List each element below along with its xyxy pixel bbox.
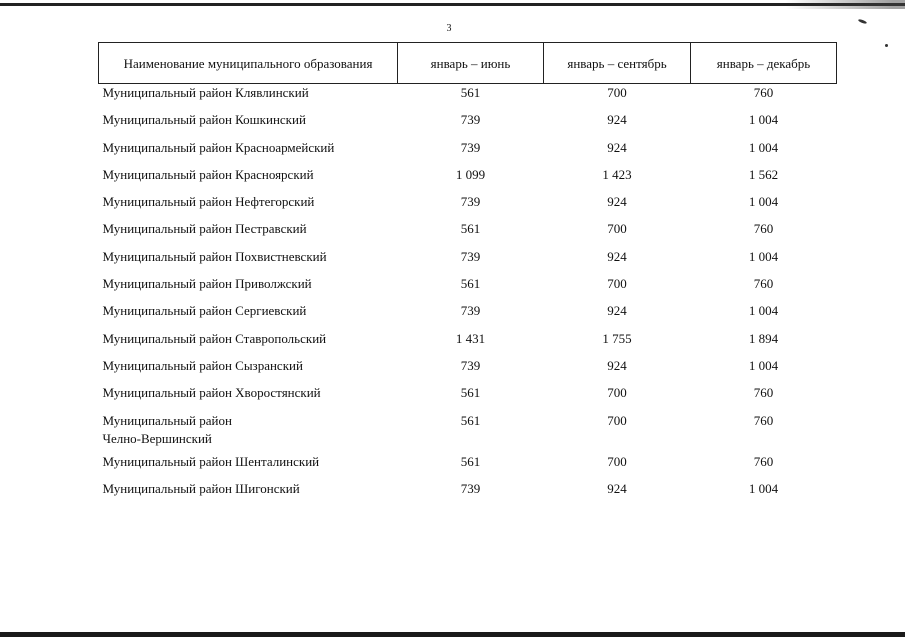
value-jan-sep: 700 bbox=[607, 85, 627, 100]
municipality-name-line: Муниципальный район Шенталинский bbox=[102, 453, 320, 469]
value-jan-dec: 760 bbox=[753, 221, 774, 237]
value-jan-jun: 739 bbox=[460, 357, 481, 373]
value-jan-sep: 924 bbox=[607, 139, 627, 155]
value-jan-sep: 924 bbox=[607, 357, 627, 373]
value-jan-dec: 760 bbox=[753, 412, 774, 428]
header-jan-dec: январь – декабрь bbox=[691, 43, 837, 84]
table-row bbox=[99, 480, 837, 507]
value-jan-sep: 700 bbox=[607, 276, 627, 292]
value-jan-sep: 924 bbox=[607, 194, 627, 210]
municipality-name-line: Муниципальный район Похвистневский bbox=[102, 248, 327, 264]
value-jan-sep: 700 bbox=[607, 453, 627, 469]
scan-speck bbox=[858, 19, 867, 25]
value-jan-dec: 1 004 bbox=[748, 248, 779, 264]
value-jan-jun: 739 bbox=[460, 112, 481, 128]
header-municipality: Наименование муниципального образования bbox=[99, 43, 398, 84]
municipality-name bbox=[99, 220, 398, 247]
value-jan-jun: 739 bbox=[460, 303, 481, 319]
value-jan-jun: 561 bbox=[460, 221, 481, 237]
scan-bottom-border bbox=[0, 632, 905, 637]
value-jan-jun: 1 431 bbox=[455, 330, 486, 346]
header-jan-jun: январь – июнь bbox=[398, 43, 544, 84]
value-jan-dec: 1 004 bbox=[748, 357, 779, 373]
value-jan-dec: 1 894 bbox=[748, 330, 779, 346]
value-jan-sep: 1 755 bbox=[602, 330, 632, 346]
value-jan-dec: 1 004 bbox=[748, 303, 779, 319]
value-jan-sep: 700 bbox=[607, 412, 627, 428]
value-jan-jun: 739 bbox=[460, 194, 481, 210]
municipality-name bbox=[99, 84, 398, 112]
table-header-row bbox=[99, 43, 837, 84]
table-row bbox=[99, 139, 837, 166]
value-jan-jun: 739 bbox=[460, 248, 481, 264]
scan-top-shadow bbox=[785, 0, 905, 9]
value-jan-dec: 1 562 bbox=[748, 166, 779, 182]
municipality-name bbox=[99, 412, 398, 453]
municipality-name-line: Муниципальный район Шигонский bbox=[102, 480, 300, 496]
table-row bbox=[99, 453, 837, 480]
municipality-name bbox=[99, 453, 398, 480]
municipality-name bbox=[99, 139, 398, 166]
table-body bbox=[99, 84, 837, 508]
table-row bbox=[99, 84, 837, 112]
municipality-name bbox=[99, 357, 398, 384]
table-row bbox=[99, 248, 837, 275]
value-jan-jun: 1 099 bbox=[455, 166, 486, 182]
municipality-name-line: Челно-Вершинский bbox=[102, 430, 212, 446]
municipality-name bbox=[99, 480, 398, 507]
value-jan-jun: 561 bbox=[460, 412, 481, 428]
value-jan-sep: 700 bbox=[607, 385, 627, 401]
page-number: 3 bbox=[446, 23, 452, 34]
table-row bbox=[99, 302, 837, 329]
value-jan-dec: 760 bbox=[753, 385, 774, 401]
value-jan-jun: 561 bbox=[460, 385, 481, 401]
value-jan-dec: 760 bbox=[753, 276, 774, 292]
value-jan-sep: 1 423 bbox=[602, 166, 632, 182]
municipality-name bbox=[99, 302, 398, 329]
municipality-name-line: Муниципальный район Хворостянский bbox=[102, 385, 321, 401]
table-row bbox=[99, 330, 837, 357]
value-jan-dec: 1 004 bbox=[748, 112, 779, 128]
value-jan-sep: 924 bbox=[607, 480, 627, 496]
municipality-name-line: Муниципальный район Нефтегорский bbox=[102, 194, 315, 210]
table-row bbox=[99, 166, 837, 193]
value-jan-dec: 1 004 bbox=[748, 480, 779, 496]
table-row bbox=[99, 384, 837, 411]
municipality-name-line: Муниципальный район Ставропольский bbox=[102, 330, 327, 346]
municipality-name bbox=[99, 275, 398, 302]
data-table bbox=[98, 42, 837, 507]
value-jan-sep: 924 bbox=[607, 248, 627, 264]
municipality-name bbox=[99, 193, 398, 220]
table-row bbox=[99, 220, 837, 247]
municipality-name bbox=[99, 330, 398, 357]
value-jan-jun: 739 bbox=[460, 139, 481, 155]
value-jan-jun: 739 bbox=[460, 480, 481, 496]
municipality-name-line: Муниципальный район Пестравский bbox=[102, 221, 307, 237]
table-row bbox=[99, 357, 837, 384]
table-row bbox=[99, 412, 837, 453]
municipality-name-line: Муниципальный район Сызранский bbox=[102, 357, 303, 373]
value-jan-dec: 1 004 bbox=[748, 194, 779, 210]
municipality-name-line: Муниципальный район Красноармейский bbox=[102, 139, 335, 155]
value-jan-dec: 1 004 bbox=[748, 139, 779, 155]
municipality-name-line: Муниципальный район Сергиевский bbox=[102, 303, 307, 319]
table-row bbox=[99, 193, 837, 220]
scan-speck bbox=[885, 44, 888, 47]
municipality-name-line: Муниципальный район Приволжский bbox=[102, 276, 312, 292]
value-jan-sep: 924 bbox=[607, 112, 627, 128]
value-jan-sep: 700 bbox=[607, 221, 627, 237]
value-jan-jun: 561 bbox=[460, 276, 481, 292]
value-jan-sep: 924 bbox=[607, 303, 627, 319]
municipality-name-line: Муниципальный район bbox=[102, 412, 232, 428]
header-jan-sep: январь – сентябрь bbox=[544, 43, 691, 84]
municipality-name bbox=[99, 166, 398, 193]
municipality-name-line: Муниципальный район Клявлинский bbox=[102, 85, 309, 100]
municipality-name-line: Муниципальный район Красноярский bbox=[102, 166, 314, 182]
municipality-name bbox=[99, 248, 398, 275]
value-jan-jun: 561 bbox=[460, 85, 481, 100]
value-jan-jun: 561 bbox=[460, 453, 481, 469]
table-row bbox=[99, 111, 837, 138]
scan-top-border bbox=[0, 0, 905, 8]
value-jan-dec: 760 bbox=[753, 453, 774, 469]
municipality-name bbox=[99, 384, 398, 411]
municipality-name-line: Муниципальный район Кошкинский bbox=[102, 112, 306, 128]
table-row bbox=[99, 275, 837, 302]
municipality-name bbox=[99, 111, 398, 138]
value-jan-dec: 760 bbox=[753, 85, 774, 100]
